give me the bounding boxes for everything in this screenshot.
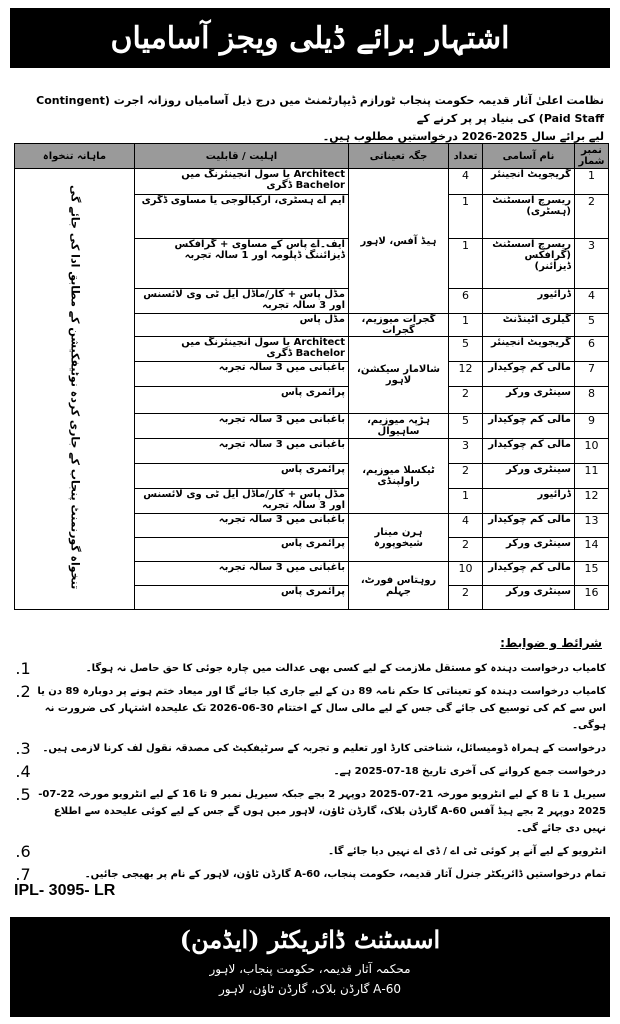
place-shalimar: شالامار سیکشن، لاہور [349, 337, 449, 414]
term-number: 1. [15, 659, 31, 678]
place-harappa: ہڑپہ میوزیم، ساہیوال [349, 414, 449, 439]
header-banner [10, 8, 610, 68]
row-quantity: 1 [449, 314, 483, 337]
place-rohtas-fort: روہتاس فورٹ، جہلم [349, 562, 449, 610]
row-qualification: باغبانی میں 3 سالہ تجربہ [135, 362, 349, 387]
row-post: ریسرچ اسسٹنٹ (گرافکس ڈیزائنر) [483, 239, 575, 289]
row-number: 12 [575, 489, 609, 514]
header-quantity: تعداد [449, 144, 483, 169]
place-lahore-head-office: ہیڈ آفس، لاہور [349, 169, 449, 314]
row-post: سینٹری ورکر [483, 586, 575, 610]
row-quantity: 5 [449, 337, 483, 362]
table-header-row [15, 144, 609, 169]
row-qualification: پرائمری پاس [135, 538, 349, 562]
row-quantity: 4 [449, 514, 483, 538]
row-number: 15 [575, 562, 609, 586]
footer-department: محکمہ آثار قدیمہ، حکومت پنجاب، لاہور [209, 962, 411, 976]
row-quantity: 1 [449, 489, 483, 514]
list-item [10, 843, 606, 860]
row-post: مالی کم چوکیدار [483, 414, 575, 439]
row-qualification: باغبانی میں 3 سالہ تجربہ [135, 414, 349, 439]
row-number: 11 [575, 464, 609, 489]
row-post: سینٹری ورکر [483, 387, 575, 414]
row-quantity: 12 [449, 362, 483, 387]
vacancies-table [14, 143, 609, 610]
list-item [10, 660, 606, 677]
footer-banner [10, 917, 610, 1017]
intro-paragraph [14, 92, 604, 146]
row-number: 13 [575, 514, 609, 538]
row-post: مالی کم چوکیدار [483, 439, 575, 464]
terms-title: شرائط و ضوابط: [500, 636, 602, 650]
header-title: اشتہار برائے ڈیلی ویجز آسامیاں [110, 20, 510, 56]
table-row [15, 169, 609, 195]
row-number: 6 [575, 337, 609, 362]
row-qualification: باغبانی میں 3 سالہ تجربہ [135, 514, 349, 538]
row-qualification: ایف۔اے پاس کے مساوی + گرافکس ڈیزائننگ ڈپلومہ اور 1 سالہ تجربہ [135, 239, 349, 289]
term-number: 7. [15, 865, 31, 884]
row-number: 1 [575, 169, 609, 195]
row-post: ڈرائیور [483, 289, 575, 314]
row-number: 2 [575, 195, 609, 239]
row-qualification: پرائمری پاس [135, 464, 349, 489]
list-item [10, 866, 606, 883]
row-post: ریسرچ اسسٹنٹ (ہسٹری) [483, 195, 575, 239]
term-text: انٹرویو کے لیے آنے پر کوئی ٹی اے / ڈی اے نہیں دیا جائے گا۔ [328, 846, 606, 857]
row-number: 16 [575, 586, 609, 610]
header-salary: ماہانہ تنخواہ [15, 144, 135, 169]
term-number: 6. [15, 842, 31, 861]
footer-title: اسسٹنٹ ڈائریکٹر (ایڈمن) [179, 925, 441, 954]
header-qualification: اہلیت / قابلیت [135, 144, 349, 169]
intro-line-2: لیے برائے سال 2025-2026 درخواستیں مطلوب ہیں۔ [322, 130, 604, 143]
term-text: سیریل 1 تا 8 کے لیے انٹرویو مورخہ 21-07-2025 دوپہر 2 بجے جبکہ سیریل نمبر 9 تا 16 کے لیے انٹرویو مورخہ 22-07-2025 دوپہر 2 بجے ہیڈ آفس 60-A گارڈن بلاک، گارڈن ٹاؤن، لاہور میں ہوں گے جس کے لیے کوئی علیحدہ سے اطلاع نہیں دی جائے گی۔ [38, 789, 606, 834]
intro-line-1: نظامت اعلیٰ آثار قدیمہ حکومت پنجاب ٹورازم ڈیپارٹمنٹ میں درج ذیل آسامیاں روزانہ اجرت (Contingent Paid Staff) کی بنیاد پر پر کرنے کے [36, 94, 604, 125]
row-quantity: 1 [449, 239, 483, 289]
row-qualification: باغبانی میں 3 سالہ تجربہ [135, 562, 349, 586]
row-number: 9 [575, 414, 609, 439]
row-qualification: باغبانی میں 3 سالہ تجربہ [135, 439, 349, 464]
row-post: مالی کم چوکیدار [483, 562, 575, 586]
row-post: مالی کم چوکیدار [483, 514, 575, 538]
header-post: نام آسامی [483, 144, 575, 169]
row-post: گریجویٹ انجینئر [483, 337, 575, 362]
row-post: سینٹری ورکر [483, 538, 575, 562]
place-taxila: ٹیکسلا میوزیم، راولپنڈی [349, 439, 449, 514]
row-qualification: Architect یا سول انجینئرنگ میں Bachelor ڈگری [135, 169, 349, 195]
row-post: ڈرائیور [483, 489, 575, 514]
term-number: 4. [15, 762, 31, 781]
row-number: 14 [575, 538, 609, 562]
row-post: مالی کم چوکیدار [483, 362, 575, 387]
row-qualification: پرائمری پاس [135, 387, 349, 414]
place-gujrat: گجرات میوزیم، گجرات [349, 314, 449, 337]
row-post: سینٹری ورکر [483, 464, 575, 489]
row-quantity: 2 [449, 387, 483, 414]
row-number: 3 [575, 239, 609, 289]
list-item [10, 683, 606, 734]
list-item [10, 763, 606, 780]
row-quantity: 2 [449, 586, 483, 610]
list-item [10, 786, 606, 837]
salary-text: تنخواہ گورنمنٹ پنجاب کے جاری کردہ نوٹیفکیشن کے مطابق ادا کی جائے گی [68, 185, 82, 590]
row-post: گیلری اٹینڈنٹ [483, 314, 575, 337]
row-number: 4 [575, 289, 609, 314]
term-text: تمام درخواستیں ڈائریکٹر جنرل آثار قدیمہ، حکومت پنجاب، 60-A گارڈن ٹاؤن، لاہور کے نام پر بھیجی جائیں۔ [84, 869, 606, 880]
row-qualification: Architect یا سول انجینئرنگ میں Bachelor ڈگری [135, 337, 349, 362]
term-number: 2. [15, 682, 31, 701]
term-number: 3. [15, 739, 31, 758]
salary-cell [15, 169, 135, 610]
row-number: 5 [575, 314, 609, 337]
header-place: جگہ تعیناتی [349, 144, 449, 169]
place-hiran-minar: ہرن مینار شیخوپورہ [349, 514, 449, 562]
ipl-code: IPL- 3095- LR [14, 882, 116, 899]
row-quantity: 2 [449, 464, 483, 489]
term-text: کامیاب درخواست دہندہ کو تعیناتی کا حکم نامہ 89 دن کے لیے جاری کیا جائے گا اور میعاد ختم ہونے پر دوبارہ 89 دن یا اس سے کم کی توسیع کی جائے گی جس کے لیے مالی سال کے اختتام 30-06-2026 تک علیحدہ اشتہار کی ضرورت نہ ہوگی۔ [37, 686, 606, 731]
row-qualification: مڈل پاس [135, 314, 349, 337]
footer-address: 60-A گارڈن بلاک، گارڈن ٹاؤن، لاہور [218, 982, 401, 996]
row-qualification: ایم اے ہسٹری، آرکیالوجی یا مساوی ڈگری [135, 195, 349, 239]
list-item [10, 740, 606, 757]
row-number: 10 [575, 439, 609, 464]
row-quantity: 2 [449, 538, 483, 562]
row-quantity: 3 [449, 439, 483, 464]
row-qualification: پرائمری پاس [135, 586, 349, 610]
row-quantity: 1 [449, 195, 483, 239]
term-text: کامیاب درخواست دہندہ کو مستقل ملازمت کے لیے کسی بھی عدالت میں چارہ جوئی کا حق حاصل نہ ہوگا۔ [85, 663, 606, 674]
term-number: 5. [15, 785, 31, 804]
term-text: درخواست کے ہمراہ ڈومیسائل، شناختی کارڈ اور تعلیم و تجربہ کے سرٹیفکیٹ کی مصدقہ نقول لف کرنا لازمی ہیں۔ [42, 743, 606, 754]
header-number: نمبر شمار [575, 144, 609, 169]
row-number: 7 [575, 362, 609, 387]
row-qualification: مڈل پاس + کار/ماڈل ایل ٹی وی لائسنس اور 3 سالہ تجربہ [135, 489, 349, 514]
terms-list [10, 660, 606, 889]
row-post: گریجویٹ انجینئر [483, 169, 575, 195]
term-text: درخواست جمع کروانے کی آخری تاریخ 18-07-2025 ہے۔ [333, 766, 606, 777]
row-quantity: 5 [449, 414, 483, 439]
row-qualification: مڈل پاس + کار/ماڈل ایل ٹی وی لائسنس اور 3 سالہ تجربہ [135, 289, 349, 314]
row-quantity: 10 [449, 562, 483, 586]
row-number: 8 [575, 387, 609, 414]
row-quantity: 4 [449, 169, 483, 195]
row-quantity: 6 [449, 289, 483, 314]
